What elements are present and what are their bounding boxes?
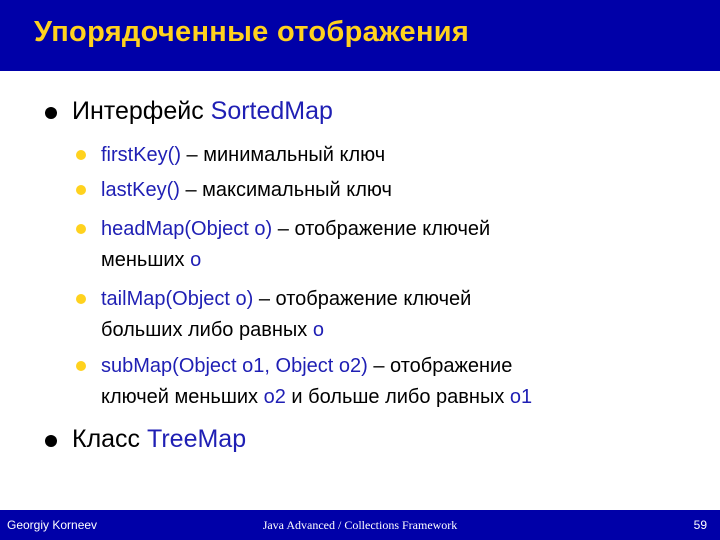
bullet-text: – минимальный ключ xyxy=(181,144,386,166)
bullet-text: – отображение xyxy=(367,355,513,377)
slide-title: Упорядоченные отображения xyxy=(34,16,470,48)
bullet-lastkey xyxy=(101,175,392,206)
footer-page-number: 59 xyxy=(693,518,707,532)
bullet-code-line2b: o1 xyxy=(509,386,533,408)
bullet-text-line2: меньших xyxy=(101,249,191,271)
sub-bullet-dot-icon xyxy=(76,185,86,195)
bullet-code-line2: o2 xyxy=(263,386,286,408)
bullet-code: headMap(Object o) xyxy=(101,218,273,240)
bullet-text: – максимальный ключ xyxy=(179,179,392,201)
bullet-text: – отображение ключей xyxy=(253,288,472,310)
bullet-code: firstKey() xyxy=(101,144,181,166)
footer-bar xyxy=(0,510,720,540)
bullet-dot-icon xyxy=(45,435,57,447)
bullet-code: TreeMap xyxy=(147,425,247,453)
footer-course: Java Advanced / Collections Framework xyxy=(262,518,458,532)
bullet-text-line2: больших либо равных xyxy=(101,319,313,341)
sub-bullet-dot-icon xyxy=(76,361,86,371)
bullet-class-treemap xyxy=(72,425,246,454)
footer-author: Georgiy Korneev xyxy=(7,518,98,532)
bullet-code: lastKey() xyxy=(101,179,180,201)
bullet-submap xyxy=(101,351,532,413)
bullet-code-line2: o xyxy=(312,319,324,341)
bullet-code-line2: o xyxy=(190,249,202,271)
bullet-text-line2b: и больше либо равных xyxy=(285,386,510,408)
bullet-text: – отображение ключей xyxy=(272,218,491,240)
bullet-text: Класс xyxy=(72,425,147,453)
bullet-text: Интерфейс xyxy=(72,97,211,125)
bullet-text-line2: ключей меньших xyxy=(101,386,264,408)
bullet-interface-sortedmap xyxy=(72,97,333,126)
sub-bullet-dot-icon xyxy=(76,224,86,234)
bullet-tailmap xyxy=(101,284,471,346)
sub-bullet-dot-icon xyxy=(76,150,86,160)
bullet-code: subMap(Object o1, Object o2) xyxy=(101,355,368,377)
bullet-firstkey xyxy=(101,140,385,171)
bullet-code: SortedMap xyxy=(210,97,333,125)
sub-bullet-dot-icon xyxy=(76,294,86,304)
bullet-code: tailMap(Object o) xyxy=(101,288,254,310)
bullet-headmap xyxy=(101,214,490,276)
bullet-dot-icon xyxy=(45,107,57,119)
